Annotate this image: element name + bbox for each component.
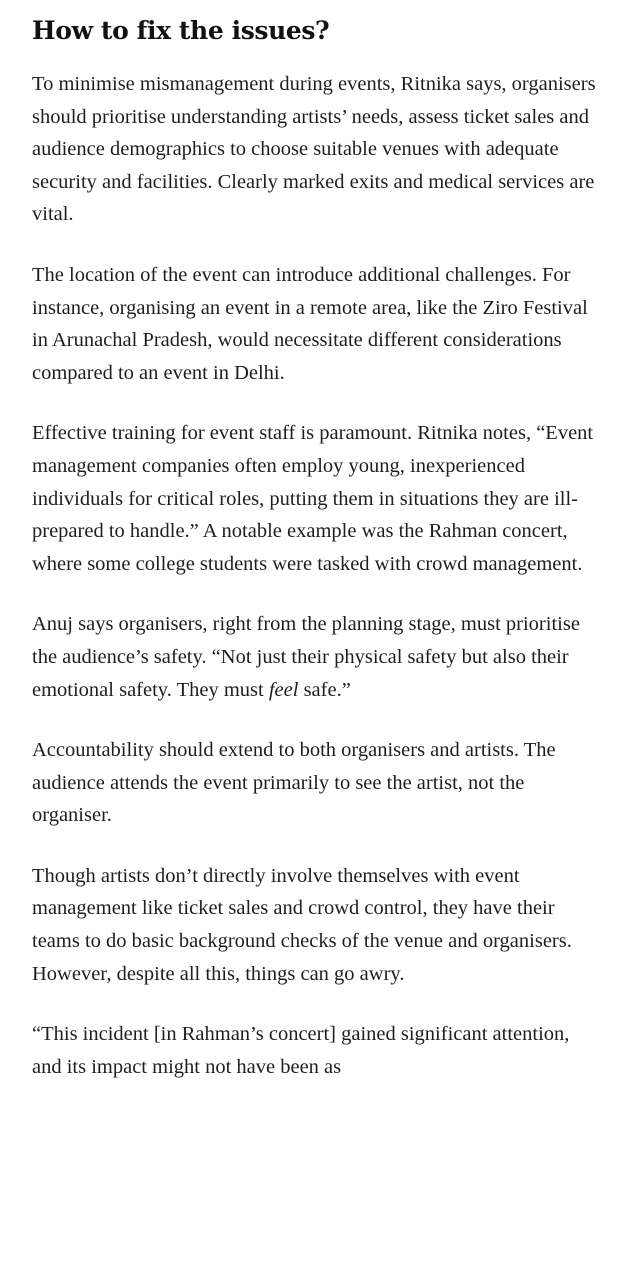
- section-heading: How to fix the issues?: [32, 16, 330, 45]
- paragraph-quote: “This incident [in Rahman’s concert] gained significant attention, and its impact might not have been as: [32, 1023, 570, 1078]
- paragraph-audience-safety: [32, 608, 602, 706]
- paragraph-location-challenges: The location of the event can introduce additional challenges. For instance, organising an event in a remote area, like the Ziro Festival in Arunachal Pradesh, would necessitate different considerations compared to an event in Delhi.: [32, 263, 588, 384]
- paragraph-staff-training: Effective training for event staff is paramount. Ritnika notes, “Event management companies often employ young, inexperienced individuals for critical roles, putting them in situations they are ill-prepared to handle.” A notable example was the Rahman concert, where some college students were tasked with crowd management.: [32, 422, 594, 575]
- paragraph-venue-planning: To minimise mismanagement during events, Ritnika says, organisers should prioritise understanding artists’ needs, assess ticket sales and audience demographics to choose suitable venues with adequate security and facilities. Clearly marked exits and medical services are vital.: [32, 73, 596, 226]
- paragraph-accountability: Accountability should extend to both organisers and artists. The audience attends the event primarily to see the artist, not the organiser.: [32, 739, 556, 827]
- emphasis-feel: feel: [268, 678, 299, 701]
- audience-safety-text-end: safe.”: [298, 678, 351, 701]
- article-body: [32, 14, 602, 1083]
- paragraph-artist-teams: Though artists don’t directly involve themselves with event management like ticket sales and crowd control, they have their teams to do basic background checks of the venue and organisers. However, despite all this, things can go awry.: [32, 864, 572, 985]
- audience-safety-text: Anuj says organisers, right from the planning stage, must prioritise the audience’s safety. “Not just their physical safety but also their emotional safety. They must: [32, 613, 580, 701]
